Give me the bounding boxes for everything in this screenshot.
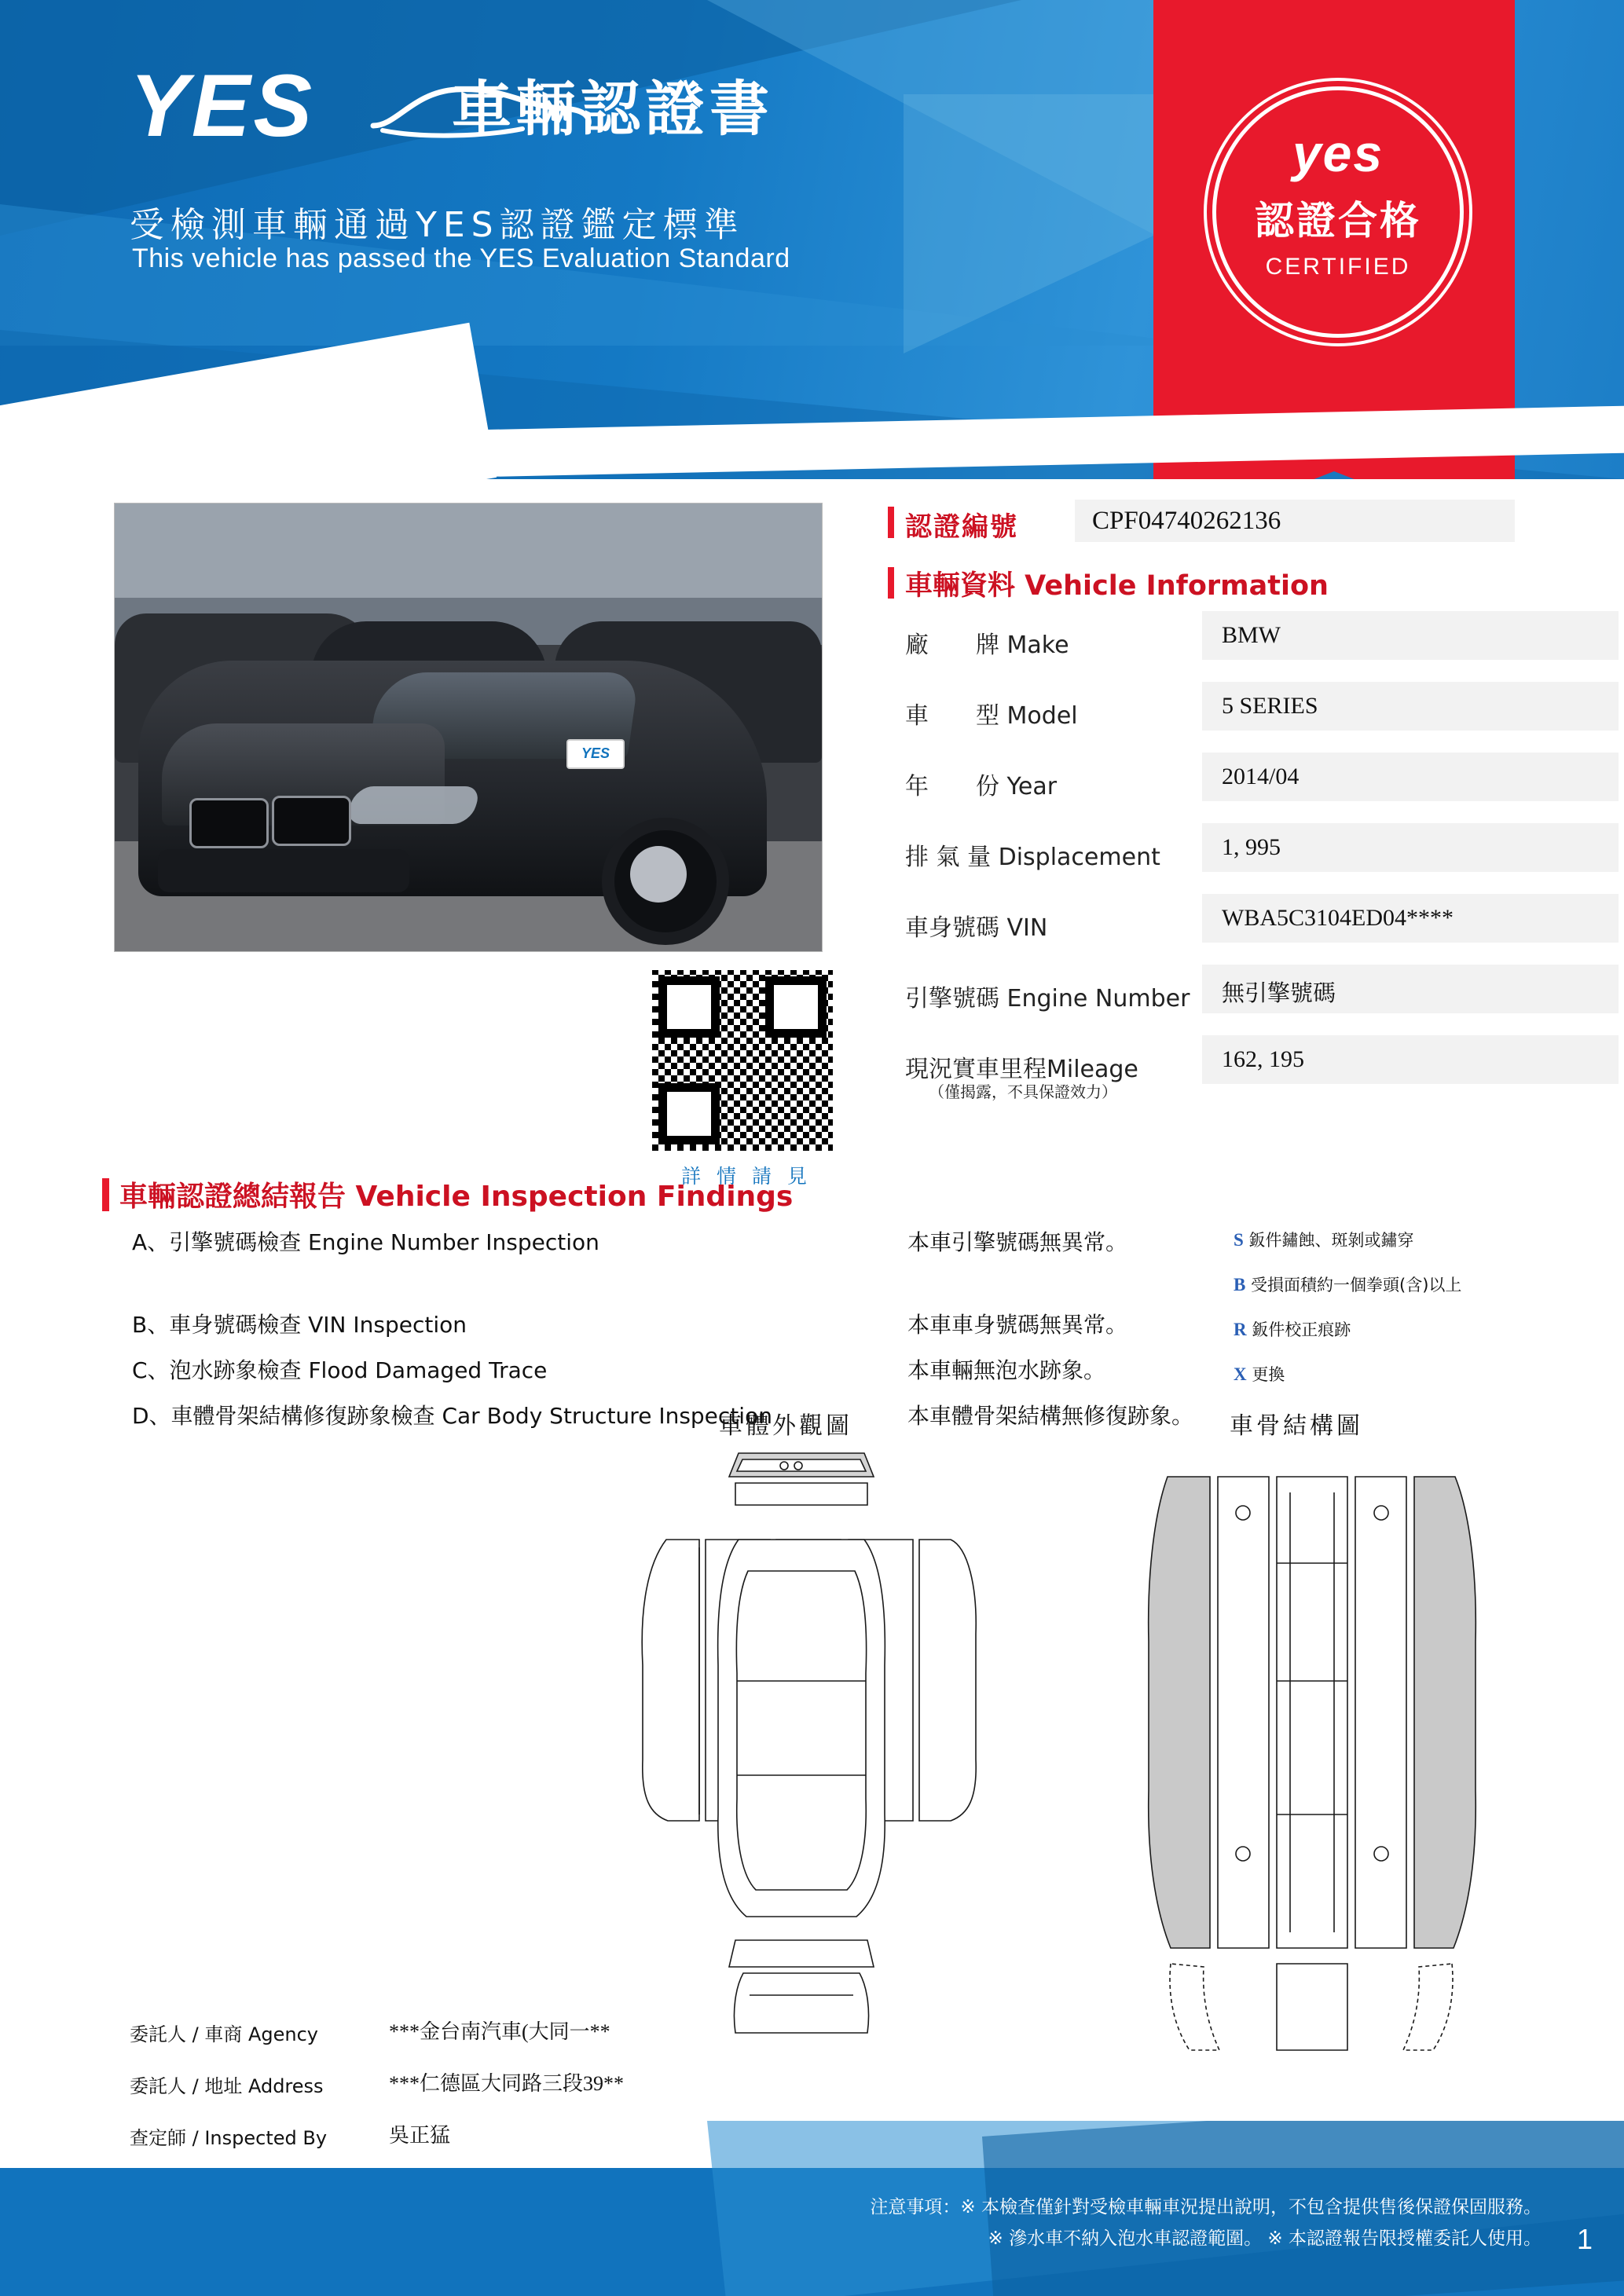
info-value: WBA5C3104ED04**** bbox=[1222, 905, 1454, 931]
left-diagram-caption: 車體外觀圖 bbox=[719, 1412, 852, 1440]
qr-eye-top-left bbox=[658, 976, 720, 1038]
info-label: 排 氣 量 Displacement bbox=[905, 844, 1160, 871]
info-row-make bbox=[888, 611, 1516, 672]
seal-logo-text: yes bbox=[1292, 124, 1384, 182]
document-title: 車輛認證書 bbox=[452, 74, 774, 144]
document-subtitle-en: This vehicle has passed the YES Evaluation Standard bbox=[132, 244, 790, 273]
footer-label-inspector: 查定師 / Inspected By bbox=[130, 2127, 328, 2149]
yes-logo-text: YES bbox=[130, 57, 316, 155]
info-label: 現況實車里程Mileage bbox=[905, 1056, 1138, 1083]
info-row-vin bbox=[888, 894, 1516, 955]
finding-result-a: 本車引擎號碼無異常。 bbox=[907, 1229, 1128, 1255]
info-value: 無引擎號碼 bbox=[1222, 980, 1336, 1006]
photo-ceiling bbox=[115, 504, 822, 598]
info-label: 車身號碼 VIN bbox=[905, 914, 1048, 942]
photo-yes-badge: YES bbox=[566, 739, 625, 769]
info-value: 2014/04 bbox=[1222, 764, 1300, 789]
cert-number-accent-bar bbox=[888, 507, 894, 538]
photo-wheel-rim bbox=[630, 846, 687, 903]
vehicle-photo bbox=[114, 503, 823, 952]
footer-notes bbox=[756, 2192, 1542, 2254]
info-row-model bbox=[888, 682, 1516, 743]
legend-text: 鈑件校正痕跡 bbox=[1252, 1320, 1351, 1339]
footer-label-address: 委託人 / 地址 Address bbox=[130, 2075, 324, 2097]
legend-key: S bbox=[1234, 1230, 1244, 1250]
vehicle-info-accent-bar bbox=[888, 567, 894, 599]
finding-item-a: A、引擎號碼檢查 Engine Number Inspection bbox=[132, 1229, 599, 1255]
info-label: 年 份 Year bbox=[905, 773, 1058, 800]
document-subtitle-cn: 受檢測車輛通過YES認證鑑定標準 bbox=[130, 205, 745, 245]
vehicle-exterior-diagram bbox=[581, 1445, 1021, 2066]
footer-value-inspector: 吳正猛 bbox=[389, 2124, 451, 2147]
footer-value-address: ***仁德區大同路三段39** bbox=[389, 2072, 625, 2095]
info-row-mileage bbox=[888, 1035, 1516, 1101]
info-row-displacement bbox=[888, 823, 1516, 884]
seal-title-cn: 認證合格 bbox=[1255, 198, 1421, 244]
qr-code[interactable] bbox=[652, 970, 833, 1151]
cert-number-label: 認證編號 bbox=[905, 511, 1018, 543]
photo-bumper bbox=[158, 849, 409, 892]
photo-wheel bbox=[602, 818, 729, 945]
legend-key: R bbox=[1234, 1320, 1247, 1339]
info-value: 162, 195 bbox=[1222, 1046, 1304, 1072]
legend-key: B bbox=[1234, 1275, 1246, 1294]
qr-eye-top-right bbox=[765, 976, 827, 1038]
footer-note-line-2: ※ 滲水車不納入泡水車認證範圍。 ※ 本認證報告限授權委託人使用。 bbox=[988, 2228, 1542, 2249]
findings-accent-bar bbox=[102, 1178, 109, 1211]
vehicle-info-title: 車輛資料 Vehicle Information bbox=[905, 570, 1329, 602]
finding-item-b: B、車身號碼檢查 VIN Inspection bbox=[132, 1312, 467, 1338]
info-row-year bbox=[888, 753, 1516, 814]
findings-title: 車輛認證總結報告 Vehicle Inspection Findings bbox=[119, 1181, 794, 1213]
vehicle-structure-diagram bbox=[1092, 1445, 1532, 2066]
seal-title-en: CERTIFIED bbox=[1265, 254, 1411, 280]
footer-label-agency: 委託人 / 車商 Agency bbox=[130, 2023, 318, 2045]
info-row-engine-number bbox=[888, 965, 1516, 1026]
legend-text: 更換 bbox=[1252, 1365, 1285, 1384]
info-label: 引擎號碼 Engine Number bbox=[905, 985, 1190, 1013]
photo-grille-right bbox=[272, 796, 351, 846]
photo-grille-left bbox=[189, 798, 269, 848]
info-value: BMW bbox=[1222, 622, 1281, 648]
legend-text: 受損面積約一個拳頭(含)以上 bbox=[1251, 1276, 1462, 1294]
legend-text: 鈑件鏽蝕、斑剝或鏽穿 bbox=[1248, 1231, 1414, 1250]
info-label: 廠 牌 Make bbox=[905, 632, 1069, 659]
finding-item-d: D、車體骨架結構修復跡象檢查 Car Body Structure Inspection bbox=[132, 1403, 772, 1429]
legend-key: X bbox=[1234, 1364, 1247, 1384]
legend-item-s bbox=[1234, 1228, 1413, 1251]
document-header bbox=[0, 0, 1624, 479]
info-sublabel: （僅揭露，不具保證效力） bbox=[929, 1082, 1117, 1101]
info-value: 5 SERIES bbox=[1222, 693, 1318, 719]
legend-item-x bbox=[1234, 1362, 1285, 1386]
legend-item-r bbox=[1234, 1317, 1351, 1341]
cert-number-value: CPF04740262136 bbox=[1092, 507, 1281, 535]
finding-item-c: C、泡水跡象檢查 Flood Damaged Trace bbox=[132, 1357, 548, 1383]
info-label: 車 型 Model bbox=[905, 702, 1078, 730]
finding-result-d: 本車體骨架結構無修復跡象。 bbox=[907, 1403, 1194, 1429]
qr-eye-bottom-left bbox=[658, 1083, 720, 1144]
finding-result-c: 本車輛無泡水跡象。 bbox=[907, 1357, 1106, 1383]
photo-headlight bbox=[344, 786, 482, 824]
footer-note-line-1: 注意事項：※ 本檢查僅針對受檢車輛車況提出說明，不包含提供售後保證保固服務。 bbox=[870, 2197, 1542, 2217]
info-value: 1, 995 bbox=[1222, 834, 1281, 860]
page-number: 1 bbox=[1576, 2223, 1593, 2255]
certified-seal bbox=[1212, 86, 1464, 338]
finding-result-b: 本車車身號碼無異常。 bbox=[907, 1312, 1128, 1338]
legend-item-b bbox=[1234, 1273, 1461, 1296]
qr-caption: 詳 情 請 見 bbox=[681, 1165, 812, 1188]
footer-value-agency: ***金台南汽車(大同一** bbox=[389, 2020, 610, 2043]
right-diagram-caption: 車骨結構圖 bbox=[1230, 1412, 1363, 1440]
